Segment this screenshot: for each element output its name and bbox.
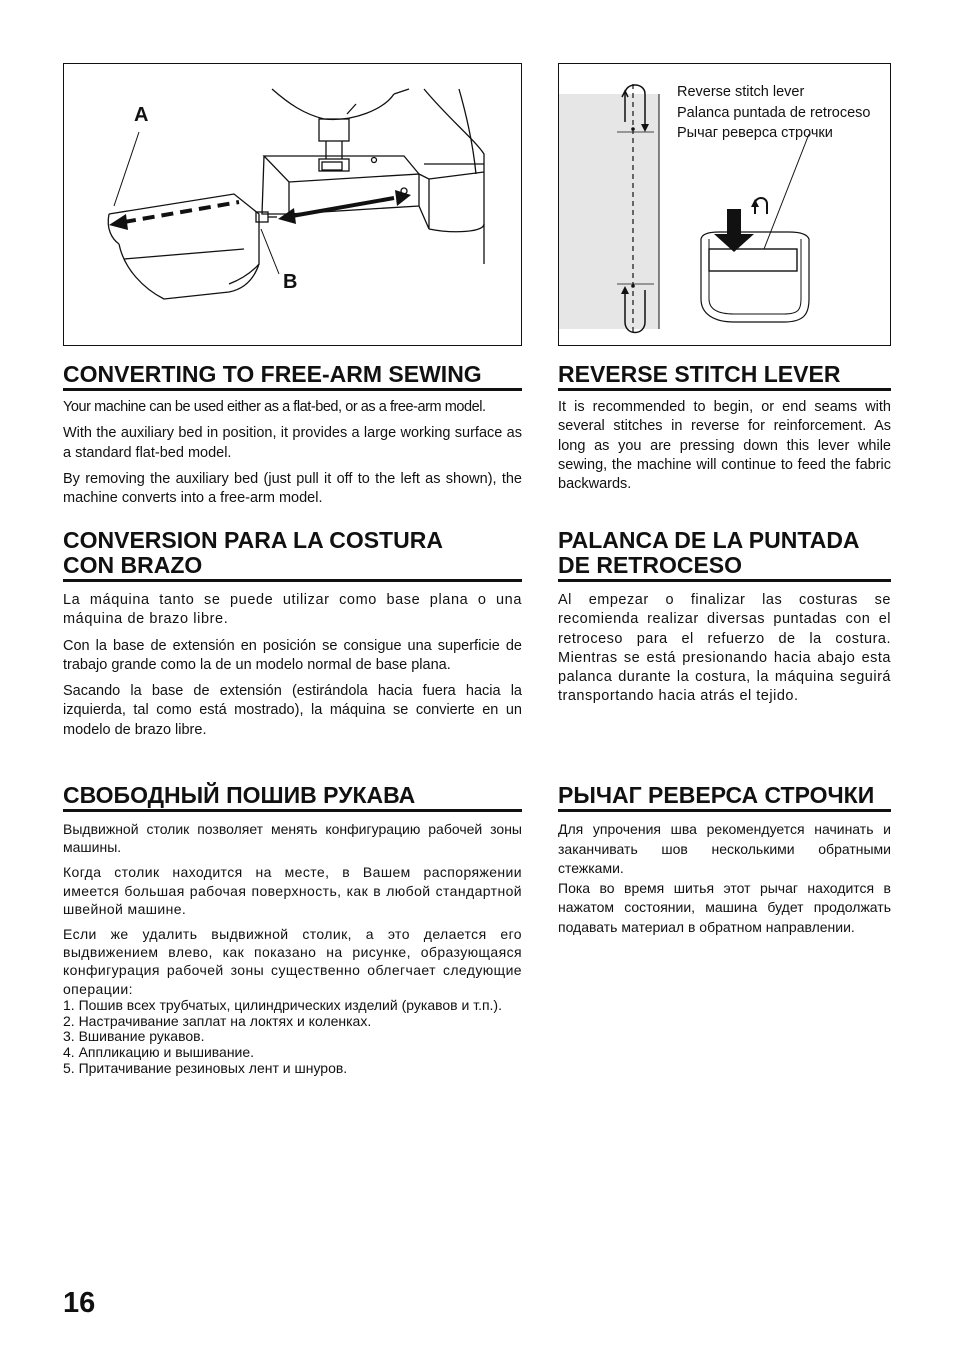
body-freearm-es — [63, 591, 522, 740]
label-a: A — [134, 104, 149, 126]
paragraph: Для упрочения шва рекомендуется начинать и заканчивать шов несколькими обратными стежками. — [558, 821, 891, 876]
section-freearm-es — [63, 528, 522, 740]
callout-line-es: Palanca puntada de retroceso — [677, 104, 871, 121]
operations-list — [63, 998, 522, 1077]
paragraph: It is recommended to begin, or end seams with several stitches in reverse for reinforcement. As long as you are pressing down this lever while sewing, the machine will continue to feed the fabric backwards. — [558, 399, 891, 493]
list-item: 4. Аппликацию и вышивание. — [63, 1044, 255, 1061]
heading-reverse-es — [558, 528, 891, 582]
list-item: 5. Притачивание резиновых лент и шнуров. — [63, 1060, 348, 1077]
heading-line: PALANCA DE LA PUNTADA — [558, 527, 860, 553]
free-arm-drawing — [64, 64, 521, 345]
reverse-lever-illustration — [558, 63, 891, 346]
paragraph: Если же удалить выдвижной столик, а это делается его выдвижением влево, как показано на рисунке, образующаяся конфигурация рабочей зоны существенно облегчает следующие операции: — [63, 926, 522, 997]
paragraph: Выдвижной столик позволяет менять конфигурацию рабочей зоны машины. — [63, 821, 522, 856]
paragraph: Your machine can be used either as a flat-bed, or as a free-arm model. — [63, 399, 486, 415]
body-reverse-es — [558, 591, 891, 707]
heading-line: CONVERSION PARA LA COSTURA — [63, 527, 443, 553]
heading-freearm-es — [63, 528, 522, 582]
page-number: 16 — [63, 1287, 96, 1319]
heading-reverse-ru: РЫЧАГ РЕВЕРСА СТРОЧКИ — [558, 783, 891, 812]
section-freearm-en — [63, 362, 522, 508]
heading-line: DE RETROCESO — [558, 552, 743, 578]
section-reverse-en — [558, 362, 891, 494]
paragraph: Al empezar o finalizar las costuras se recomienda realizar diversas puntadas con el retroceso para el refuerzo de la costura. Mientras se está presionando hacia abajo esta palanca durante la costura, la máquina seguirá transportando hacia atrás el tejido. — [558, 592, 891, 705]
body-reverse-ru — [558, 820, 891, 937]
paragraph: Когда столик находится на месте, в Вашем распоряжении имеется большая рабочая поверхность, как в любой стандартной швейной машине. — [63, 864, 522, 917]
section-freearm-ru — [63, 783, 522, 1077]
heading-freearm-ru: СВОБОДНЫЙ ПОШИВ РУКАВА — [63, 783, 522, 812]
body-reverse-en — [558, 398, 891, 494]
paragraph: With the auxiliary bed in position, it provides a large working surface as a standard flat-bed model. — [63, 425, 522, 461]
section-reverse-es — [558, 528, 891, 707]
list-item: 2. Настрачивание заплат на локтях и коленках. — [63, 1012, 372, 1029]
paragraph: By removing the auxiliary bed (just pull it off to the left as shown), the machine converts into a free-arm model. — [63, 470, 522, 507]
paragraph: Sacando la base de extensión (estirándola hacia fuera hacia la izquierda, tal como está mostrado), la máquina se convierte en un modelo de brazo libre. — [63, 683, 522, 738]
paragraph: Пока во время шитья этот рычаг находится в нажатом состоянии, машина будет продолжать подавать материал в обратном направлении. — [558, 879, 891, 935]
body-freearm-ru — [63, 820, 522, 1077]
heading-freearm-en: CONVERTING TO FREE-ARM SEWING — [63, 362, 522, 391]
list-item: 3. Вшивание рукавов. — [63, 1028, 205, 1045]
section-reverse-ru — [558, 783, 891, 937]
heading-line: CON BRAZO — [63, 552, 203, 578]
label-b: B — [283, 271, 298, 293]
body-freearm-en — [63, 398, 522, 508]
reverse-lever-callout — [677, 82, 870, 144]
callout-line-en: Reverse stitch lever — [677, 84, 805, 100]
heading-reverse-en: REVERSE STITCH LEVER — [558, 362, 891, 391]
free-arm-illustration — [63, 63, 522, 346]
paragraph: La máquina tanto se puede utilizar como base plana o una máquina de brazo libre. — [63, 592, 522, 628]
list-item: 1. Пошив всех трубчатых, цилиндрических изделий (рукавов и т.п.). — [63, 996, 502, 1013]
callout-line-ru: Рычаг реверса строчки — [677, 125, 833, 141]
paragraph: Con la base de extensión en posición se consigue una superficie de trabajo grande como la de un modelo normal de base plana. — [63, 637, 522, 673]
